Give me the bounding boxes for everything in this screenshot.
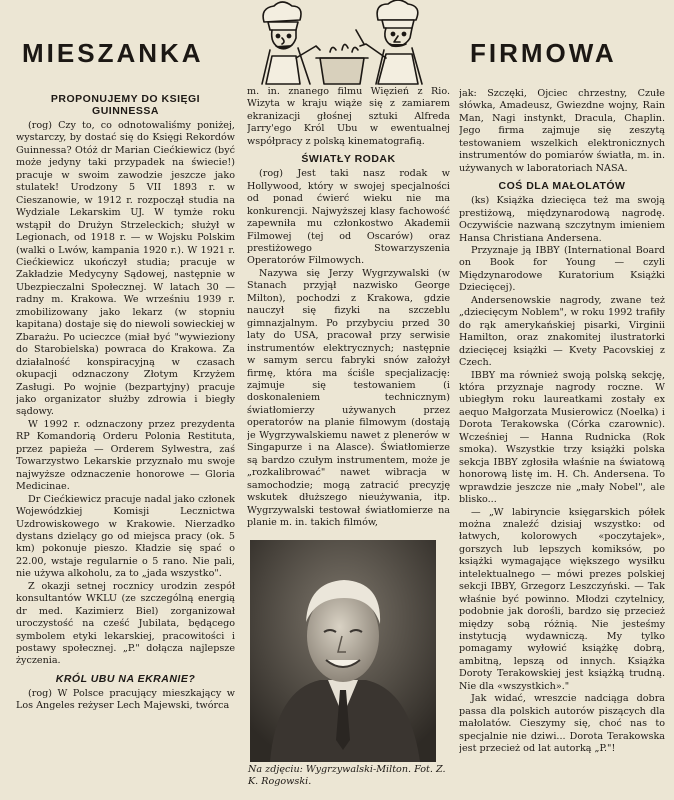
column-right — [459, 88, 665, 796]
paragraph: (rog) Czy to, co odnotowaliśmy poniżej, wystarczy, by dostać się do Księgi Rekordów Guinnessa? Otóż dr Marian Ciećkiewicz (być może jedyny taki przypadek na świecie!) pracuje w swoim zawodzie jeszcze jako stulatek! Urodzony 5 VII 1893 r. w Cieszanowie, w 1912 r. rozpoczął studia na Wydziale Lekarskim UJ. W tymże roku wstąpił do Drużyn Strzeleckich; służył w Legionach, od 1918 r. — w Wojsku Polskim (walki o Lwów, kampania 1920 r.). W 1921 r. Ciećkiewicz ukończył studia; pracuje w Zakładzie Medycyny Sądowej, następnie w Ubezpieczalni Społecznej. W latach 30 — radny m. Krakowa. We wrześniu 1939 r. zmobilizowany jako lekarz (w stopniu kapitana) dostaje się do niewoli sowieckiej w Zbarażu. Po ucieczce (miał być "wywieziony do Starobielska) powraca do Krakowa. Za działalność konspiracyjną w czasach okupacji odznaczony Złotym Krzyżem Zasługi. Po wojnie (bezpartyjny) pracuje jako organizator służby zdrowia i biegły sądowy. — [16, 120, 235, 418]
section-title-malolaty: COŚ DLA MAŁOLATÓW — [498, 180, 626, 193]
page-header — [0, 0, 674, 86]
paragraph: Nazywa się Jerzy Wygrzywalski (w Stanach przyjął nazwisko George Milton), pochodzi z Krakowa, gdzie nauczył się fizyki na szczeblu gimnazjalnym. Po przybyciu przed 30 laty do USA, pracował przy serwisie instrumentów elektrycznych; następnie w samym sercu fabryki snów założył firmę, która ma ściśle specjalizację: zajmuje się testowaniem (i doskonaleniem technicznym) światłomierzy używanych przez operatorów na planie filmowym (dostają je Wygrzywalskiemu nawet z plenerów w Singapurze i na Alasce). Światłomierze są bardzo czułym instrumentem, może je „rozkalibrować" nawet wibracja w samochodzie; mogą zatracić precyzję wskutek dłuższego nieużywania, itp. Wygrzywalski testował światłomierze na planie m. in. takich filmów, — [247, 267, 450, 528]
paragraph: Andersenowskie nagrody, zwane też „dziecięcym Noblem", w roku 1992 trafiły do rąk amerykańskiej pisarki, Virginii Hamilton, oraz znakomitej ilustratorki dziecięcej książki — Kvety Pacovskiej z Czech. — [459, 294, 665, 369]
paragraph: (rog) Jest taki nasz rodak w Hollywood, który w swojej specjalności od ponad ćwierć wieku nie ma konkurencji. Najwyższej klasy fachowość zapewniła mu członkostwo Akademii Filmowej (tej od Oscarów) oraz prestiżowego Stowarzyszenia Operatorów Filmowych. — [247, 168, 450, 267]
paragraph: jak: Szczęki, Ojciec chrzestny, Czułe słówka, Amadeusz, Gwiezdne wojny, Rain Man, Nagi instynkt, Dracula, Chaplin. Jego firma zajmuje się zeszytą testowaniem wszelkich elektronicznych instrumentów do pomiarów światła, m. in. używanych w laboratoriach NASA. — [459, 88, 665, 174]
column-left — [16, 88, 235, 796]
paragraph: Przyznaje ją IBBY (International Board on Book for Young — czyli Międzynarodowe Kuratorium Książki Dziecięcej). — [459, 244, 665, 294]
section-title-swiatly-rodak: ŚWIATŁY RODAK — [301, 153, 396, 166]
portrait-photo-illustration — [250, 540, 436, 762]
section-title-krol-ubu: KRÓL UBU NA EKRANIE? — [55, 672, 196, 685]
chefs-cartoon-illustration — [252, 0, 432, 86]
paragraph: Dr Ciećkiewicz pracuje nadal jako członek Wojewódzkiej Komisji Lecznictwa Uzdrowiskowego w Krakowie. Nierzadko dystans dzielący go od miejsca pracy (ok. 5 km) pokonuje pieszo. Kładzie się spać o 22.00, wstaje regularnie o 5 rano. Nie pali, nie używa alkoholu, za to „jada wszystko". — [16, 493, 235, 580]
paragraph: m. in. znanego filmu Więzień z Rio. Wizyta w kraju wiąże się z zamiarem ekranizacji głośnej sztuki Alfreda Jarry'ego Król Ubu w ewentualnej współpracy z polską kinematografią. — [247, 86, 450, 147]
column-middle — [247, 86, 450, 534]
header-title-right: FIRMOWA — [470, 38, 617, 68]
paragraph: Z okazji setnej rocznicy urodzin zespół konsultantów WKLU (ze szczególną energią dr med. Kazimierz Biel) zorganizował uroczystość na cześć Jubilata, będącego symbolem etyki lekarskiej, pracowitości i postawy społecznej. „P." dołącza najlepsze życzenia. — [16, 580, 235, 667]
paragraph: Jak widać, wreszcie nadciąga dobra passa dla polskich autorów piszących dla małolatów. Cieszymy się, choć nas to specjalnie nie dziwi... Dorota Terakowska jest przecież od lat autorką „P."! — [459, 693, 665, 755]
photo-caption: Na zdjęciu: Wygrzywalski-Milton. Fot. Z. K. Rogowski. — [248, 764, 446, 787]
paragraph: IBBY ma również swoją polską sekcję, która przyznaje nagrody roczne. W ubiegłym roku laureatkami zostały ex aequo Małgorzata Musierowicz (Noelka) i Dorota Terakowska (Córka czarownic). Wcześniej — Hanna Rudnicka (Rok smoka). Wszystkie trzy książki polska sekcja IBBY zgłosiła właśnie na światową honorową listę im. H. Ch. Andersena. To wprawdzie jeszcze nie „mały Nobel", ale blisko... — [459, 369, 665, 506]
portrait-photo — [250, 540, 436, 762]
paragraph: (rog) W Polsce pracujący mieszkający w Los Angeles reżyser Lech Majewski, twórca — [16, 687, 235, 712]
section-title-guinness: PROPONUJEMY DO KSIĘGI GUINNESSA — [50, 93, 201, 117]
header-title-left: MIESZANKA — [22, 38, 204, 68]
paragraph: (ks) Książka dziecięca też ma swoją prestiżową, międzynarodową nagrodę. Oczywiście nazwaną szczytnym imieniem Hansa Christiana Andersena. — [459, 195, 665, 244]
paragraph: W 1992 r. odznaczony przez prezydenta RP Komandorią Orderu Polonia Restituta, przez papieża — Orderem Sylwestra, zaś Towarzystwo Lekarskie przyznało mu swoje najwyższe odznaczenie honorowe — Gloria Medicinae. — [16, 418, 235, 493]
paragraph: — „W labiryncie księgarskich półek można znaleźć dzisiaj wszystko: od łatwych, kolorowych «poczytajek», gorszych lub lepszych komiksów, po książki wymagające większego wysiłku intelektualnego — mówi prezes polskiej sekcji IBBY, Grzegorz Leszczyński. — Tak właśnie być powinno. Młodzi czytelnicy, podobnie jak dorośli, bardzo się przecież między sobą różnią. Nie jesteśmy instytucją wydawniczą. My tylko pomagamy wyłowić książkę dobrą, ambitną, lepszą od innych. Książka Doroty Terakowskiej jest książką trudną. Nie dla «wszystkich»." — [459, 506, 665, 692]
